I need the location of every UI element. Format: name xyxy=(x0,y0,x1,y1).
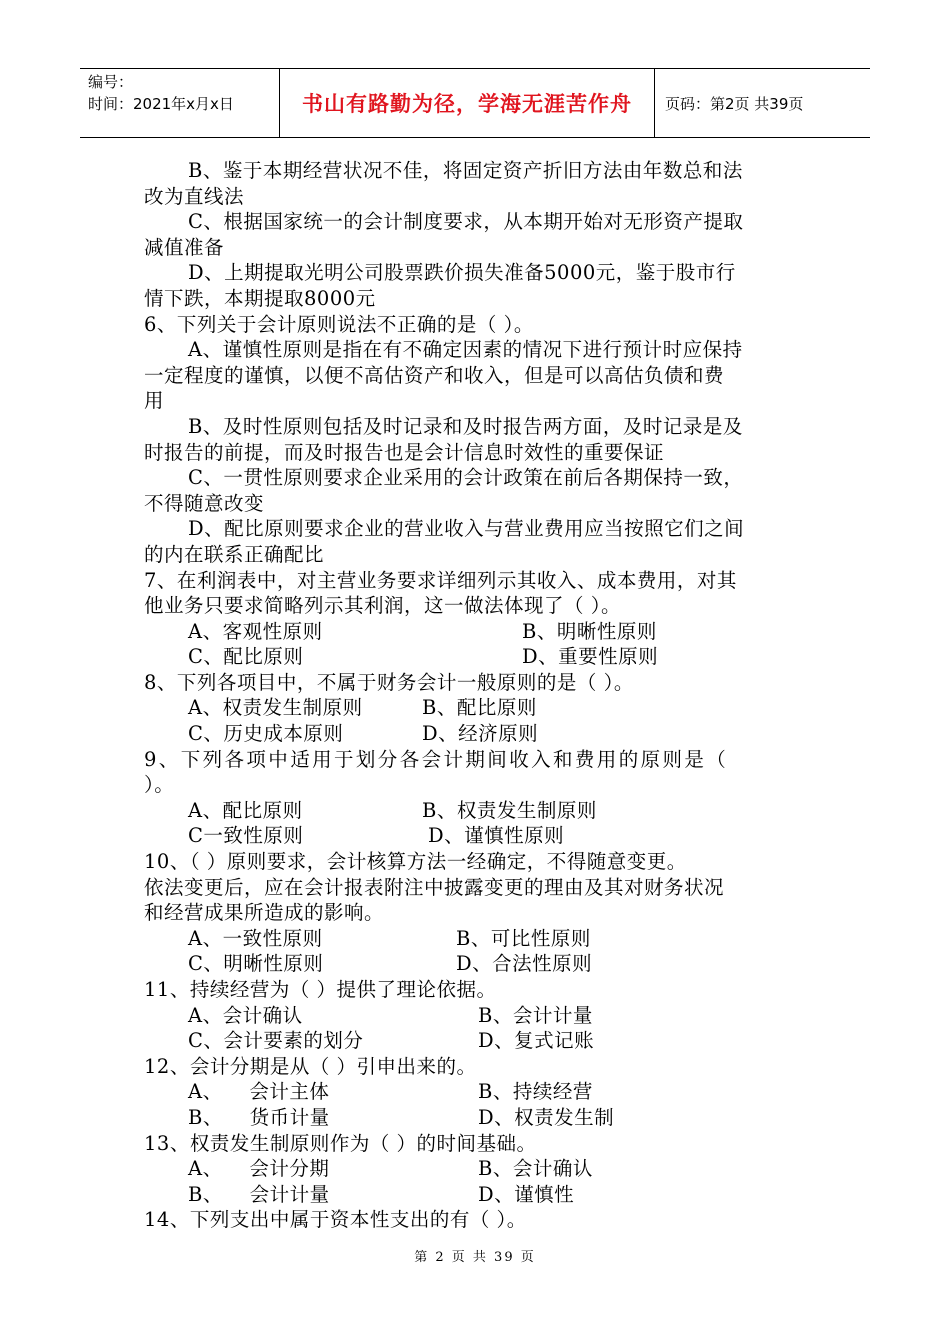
option: B、 货币计量 xyxy=(188,1105,330,1129)
option: B、持续经营 xyxy=(478,1080,593,1104)
option-row xyxy=(144,1003,814,1029)
question-6: 6、下列关于会计原则说法不正确的是（ ）。 xyxy=(144,312,534,336)
option: B、可比性原则 xyxy=(456,926,591,950)
option: C、会计要素的划分 xyxy=(188,1029,364,1053)
text-line: D、配比原则要求企业的营业收入与营业费用应当按照它们之间 xyxy=(188,517,745,541)
text-line: 时报告的前提，而及时报告也是会计信息时效性的重要保证 xyxy=(144,440,665,464)
option: C、历史成本原则 xyxy=(188,722,344,746)
option-row xyxy=(144,926,814,952)
option: D、重要性原则 xyxy=(522,645,659,669)
option: D、复式记账 xyxy=(478,1029,595,1053)
text-line: A、谨慎性原则是指在有不确定因素的情况下进行预计时应保持 xyxy=(188,338,743,362)
question-9: 9、下列各项中适用于划分各会计期间收入和费用的原则是（ xyxy=(144,747,729,771)
date-label: 时间：2021年x月x日 xyxy=(88,95,234,113)
text-line: 情下跌，本期提取8000元 xyxy=(144,286,376,310)
option: A、会计确认 xyxy=(188,1003,303,1027)
option: A、 会计分期 xyxy=(188,1157,330,1181)
option-row xyxy=(144,798,814,824)
page-header xyxy=(80,68,870,138)
option: C、明晰性原则 xyxy=(188,952,324,976)
text-line: C、根据国家统一的会计制度要求，从本期开始对无形资产提取 xyxy=(188,210,744,234)
option: A、权责发生制原则 xyxy=(188,696,363,720)
text-line: 不得随意改变 xyxy=(144,491,265,515)
option: C一致性原则 xyxy=(188,824,304,848)
option: D、谨慎性 xyxy=(478,1182,575,1206)
option: B、明晰性原则 xyxy=(522,619,657,643)
header-motto: 书山有路勤为径，学海无涯苦作舟 xyxy=(280,69,655,137)
option: D、谨慎性原则 xyxy=(428,824,565,848)
text-line: C、一贯性原则要求企业采用的会计政策在前后各期保持一致， xyxy=(188,466,744,490)
question-10: 10、（ ）原则要求，会计核算方法一经确定，不得随意变更。 xyxy=(144,850,687,874)
header-meta xyxy=(80,69,280,137)
serial-label: 编号： xyxy=(88,73,134,91)
option: A、 会计主体 xyxy=(188,1080,330,1104)
option: C、配比原则 xyxy=(188,645,304,669)
text-line: B、鉴于本期经营状况不佳，将固定资产折旧方法由年数总和法 xyxy=(188,159,743,182)
option-row xyxy=(144,951,814,977)
text-line: 他业务只要求简略列示其利润，这一做法体现了（ ）。 xyxy=(144,594,621,618)
option: A、一致性原则 xyxy=(188,926,323,950)
option-row xyxy=(144,1079,814,1105)
option-row xyxy=(144,644,814,670)
question-7: 7、在利润表中，对主营业务要求详细列示其收入、成本费用，对其 xyxy=(144,568,737,592)
option-row xyxy=(144,1105,814,1131)
text-line: 减值准备 xyxy=(144,235,225,259)
option: D、经济原则 xyxy=(422,722,539,746)
option: B、配比原则 xyxy=(422,696,537,720)
option: D、权责发生制 xyxy=(478,1105,615,1129)
option: B、会计计量 xyxy=(478,1003,593,1027)
text-line: 和经营成果所造成的影响。 xyxy=(144,901,385,925)
option-row xyxy=(144,1182,814,1208)
page-footer: 第 2 页 共 39 页 xyxy=(414,1250,536,1265)
question-11: 11、持续经营为（ ）提供了理论依据。 xyxy=(144,978,497,1001)
option: A、配比原则 xyxy=(188,798,303,822)
option: D、合法性原则 xyxy=(456,952,593,976)
text-line: D、上期提取光明公司股票跌价损失准备5000元，鉴于股市行 xyxy=(188,261,736,285)
question-8: 8、下列各项目中，不属于财务会计一般原则的是（ ）。 xyxy=(144,670,634,694)
question-12: 12、会计分期是从（ ）引申出来的。 xyxy=(144,1054,477,1078)
option-row xyxy=(144,823,814,849)
question-13: 13、权责发生制原则作为（ ）的时间基础。 xyxy=(144,1131,537,1155)
text-line: 用 xyxy=(144,389,165,413)
text-line: 依法变更后，应在会计报表附注中披露变更的理由及其对财务状况 xyxy=(144,875,725,899)
option-row xyxy=(144,1156,814,1182)
text-line: ）。 xyxy=(144,773,175,797)
option: B、会计确认 xyxy=(478,1157,593,1181)
option-row xyxy=(144,1028,814,1054)
option: B、 会计计量 xyxy=(188,1182,330,1206)
option: A、客观性原则 xyxy=(188,619,323,643)
text-line: 改为直线法 xyxy=(144,184,245,208)
option-row xyxy=(144,619,814,645)
header-page-label: 页码：第2页 共39页 xyxy=(665,94,804,113)
question-14: 14、下列支出中属于资本性支出的有（ ）。 xyxy=(144,1208,527,1232)
option: B、权责发生制原则 xyxy=(422,798,597,822)
text-line: 的内在联系正确配比 xyxy=(144,542,325,566)
option-row xyxy=(144,721,814,747)
text-line: 一定程度的谨慎，以便不高估资产和收入，但是可以高估负债和费 xyxy=(144,363,725,387)
document-body xyxy=(144,158,814,1233)
option-row xyxy=(144,695,814,721)
text-line: B、及时性原则包括及时记录和及时报告两方面，及时记录是及 xyxy=(188,414,743,438)
